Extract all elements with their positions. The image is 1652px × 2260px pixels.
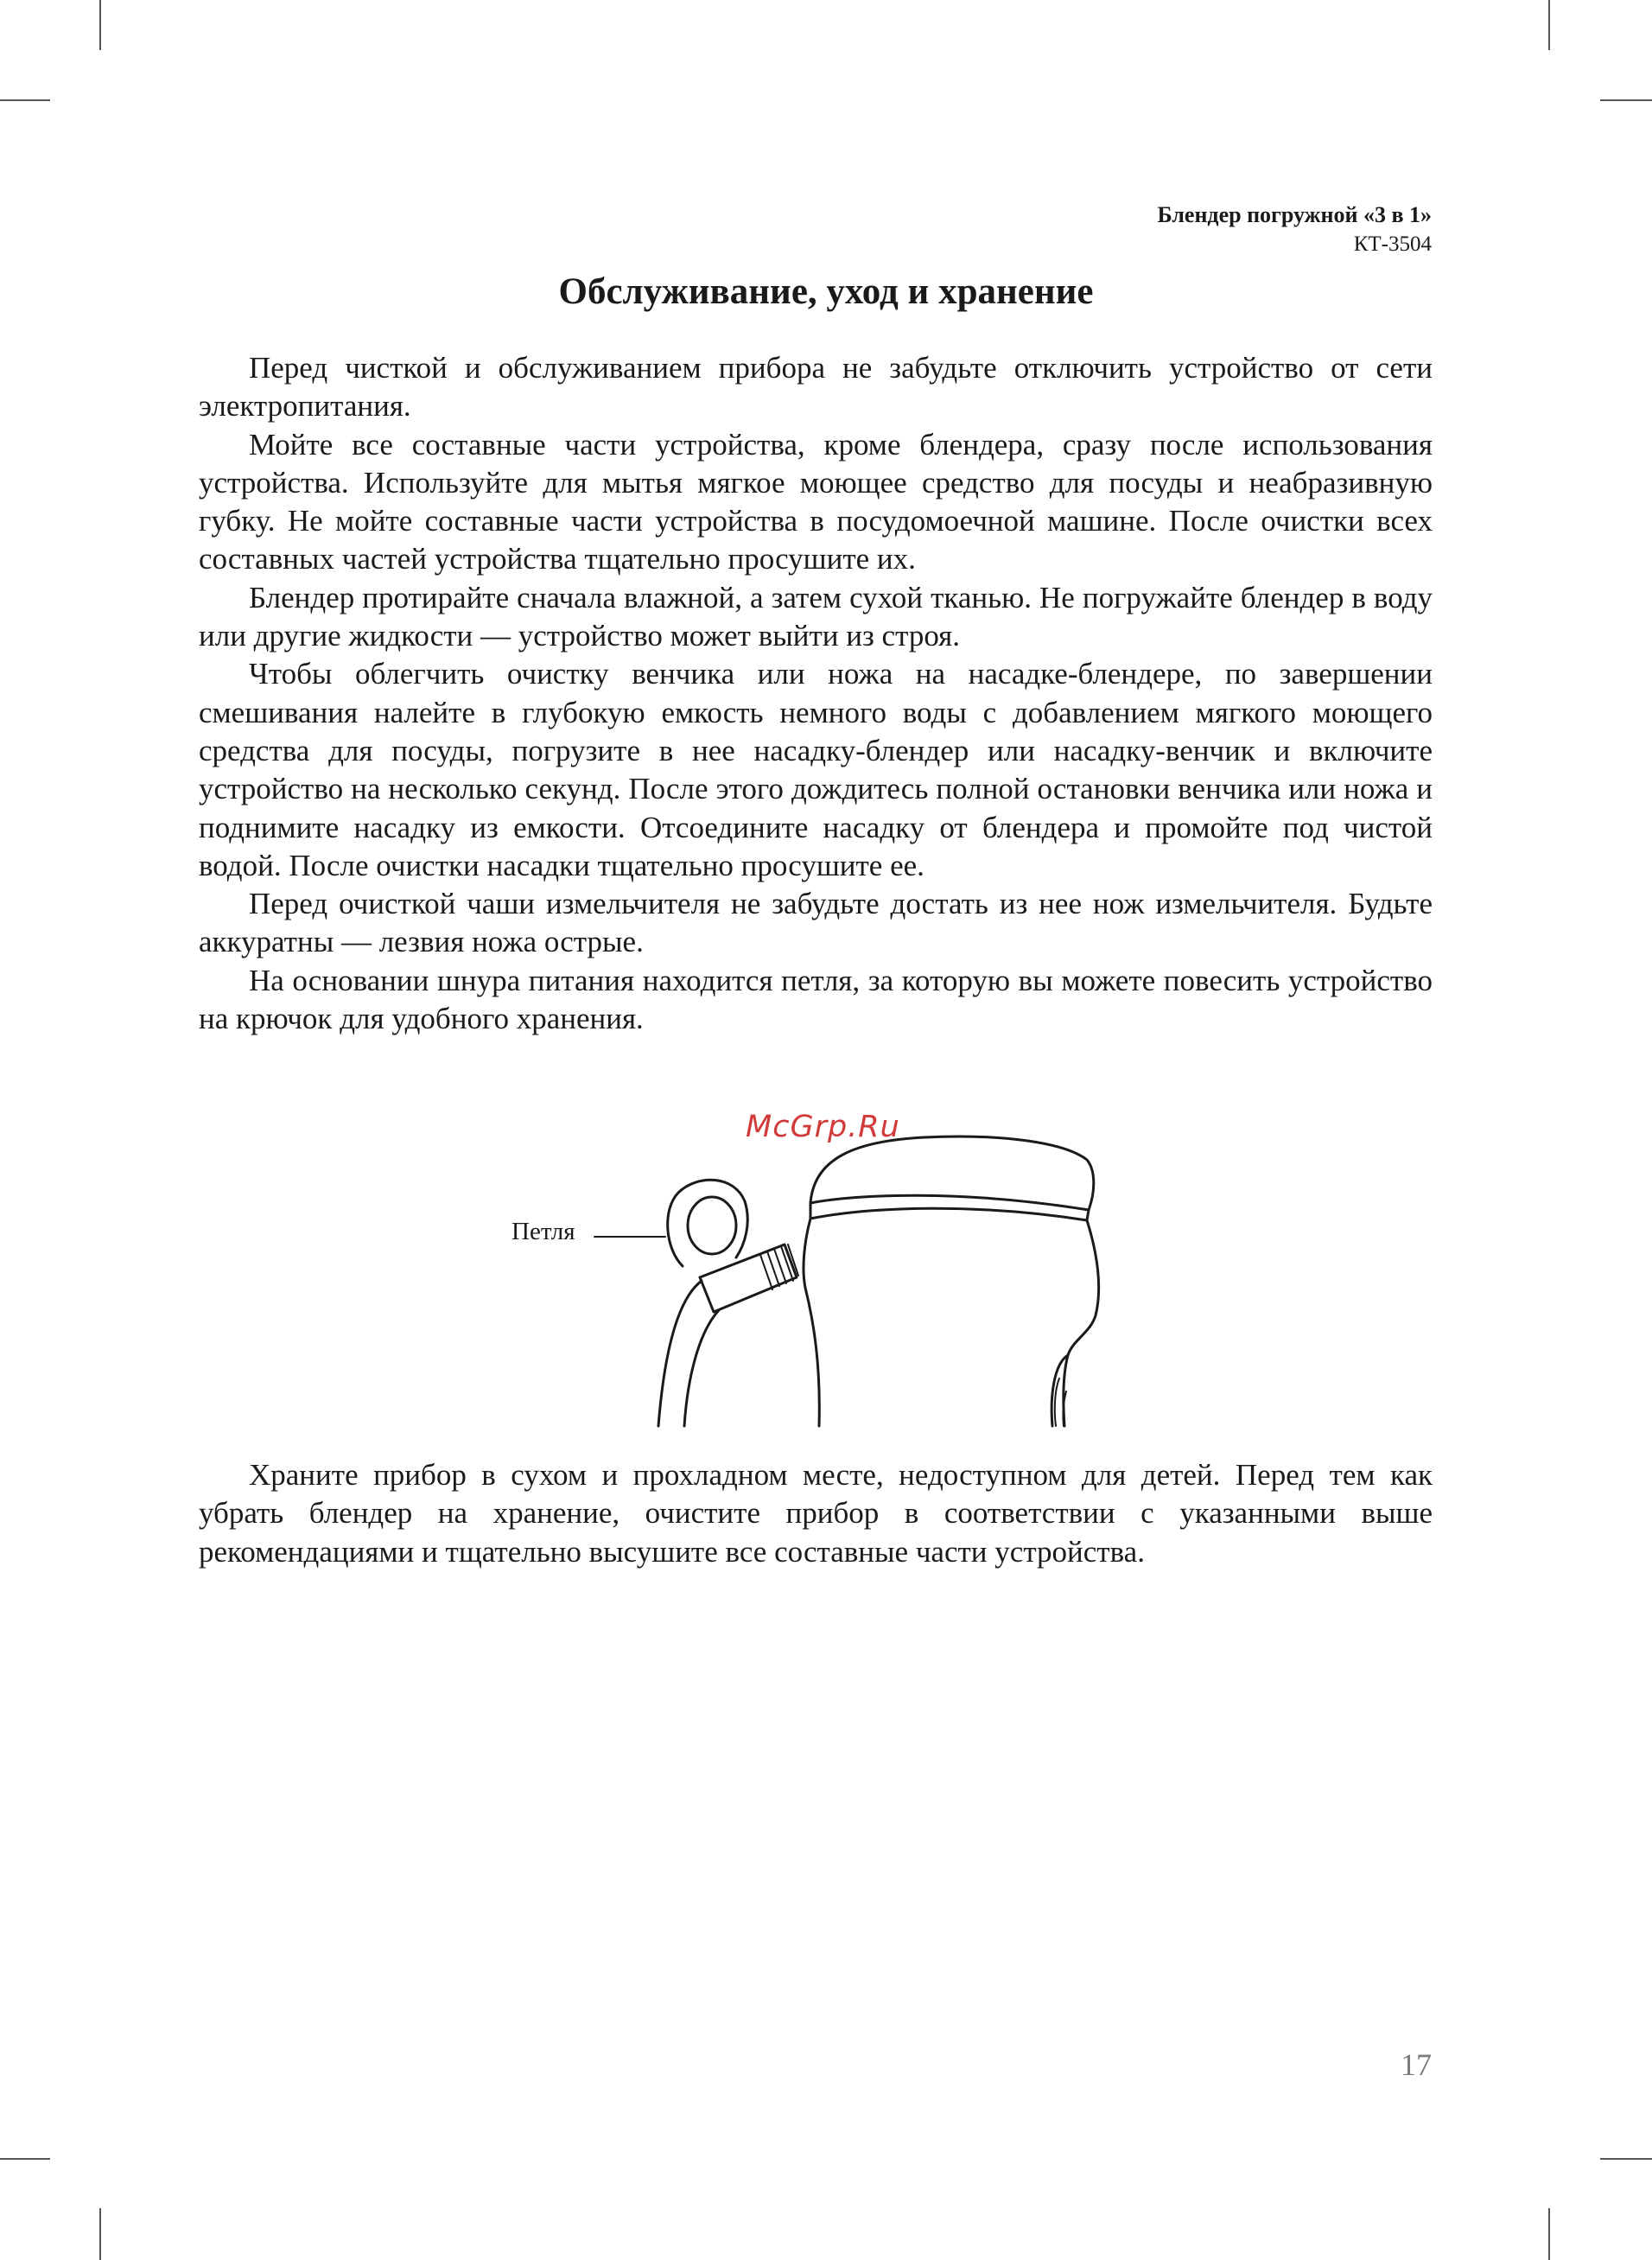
crop-mark-top-left-vertical: [99, 0, 101, 50]
section-title: Обслуживание, уход и хранение: [558, 271, 1094, 312]
paragraph-cord-loop: На основании шнура питания находится петля, за которую вы можете повесить устройство на крючок для удобного хранения.: [199, 963, 1433, 1036]
paragraph-attachment-cleaning: Чтобы облегчить очистку венчика или ножа на насадке-блендере, по завершении смешивания налейте в глубокую емкость немного воды с добавлением мягкого моющего средства для посуды, погрузите в нее насадку-блендер или насадку-венчик и включите устройство на несколько секунд. После этого дождитесь полной остановки венчика или ножа и поднимите насадку из емкости. Отсоедините насадку от блендера и промойте под чистой водой. После очистки насадки тщательно просушите ее.: [199, 657, 1433, 882]
cord-loop-illustration: [492, 1080, 1132, 1435]
paragraph-unplug: Перед чисткой и обслуживанием прибора не забудьте отключить устройство от сети электропитания.: [199, 351, 1433, 423]
header-model-number: КТ-3504: [1353, 232, 1432, 256]
crop-mark-top-right-vertical: [1548, 0, 1550, 50]
crop-mark-top-right-horizontal: [1600, 99, 1652, 101]
crop-mark-top-left-horizontal: [0, 99, 50, 101]
paragraph-storage: Храните прибор в сухом и прохладном месте, недоступном для детей. Перед тем как убрать блендер на хранение, очистите прибор в соответствии с указанными выше рекомендациями и тщательно высушите все составные части устройства.: [199, 1458, 1433, 1569]
watermark: McGrp.Ru: [746, 1110, 900, 1144]
page-number: 17: [1401, 2047, 1432, 2082]
crop-mark-bottom-right-vertical: [1548, 2208, 1550, 2260]
paragraph-blender-wipe: Блендер протирайте сначала влажной, а затем сухой тканью. Не погружайте блендер в воду или другие жидкости — устройство может выйти из строя.: [199, 580, 1433, 653]
loop-label: Петля: [511, 1218, 575, 1245]
header-product-name: Блендер погружной «3 в 1»: [1157, 202, 1432, 227]
crop-mark-bottom-left-horizontal: [0, 2158, 50, 2160]
paragraph-washing: Мойте все составные части устройства, кроме блендера, сразу после использования устройства. Используйте для мытья мягкое моющее средство для посуды и неабразивную губку. Не мойте составные части устройства в посудомоечной машине. После очистки всех составных частей устройства тщательно просушите их.: [199, 427, 1433, 576]
body-text: [199, 349, 1433, 1038]
body-text-storage: [199, 1456, 1433, 1571]
crop-mark-bottom-right-horizontal: [1600, 2158, 1652, 2160]
paragraph-chopper-bowl: Перед очисткой чаши измельчителя не забудьте достать из нее нож измельчителя. Будьте аккуратны — лезвия ножа острые.: [199, 887, 1433, 959]
crop-mark-bottom-left-vertical: [99, 2208, 101, 2260]
running-header: [1157, 201, 1432, 259]
